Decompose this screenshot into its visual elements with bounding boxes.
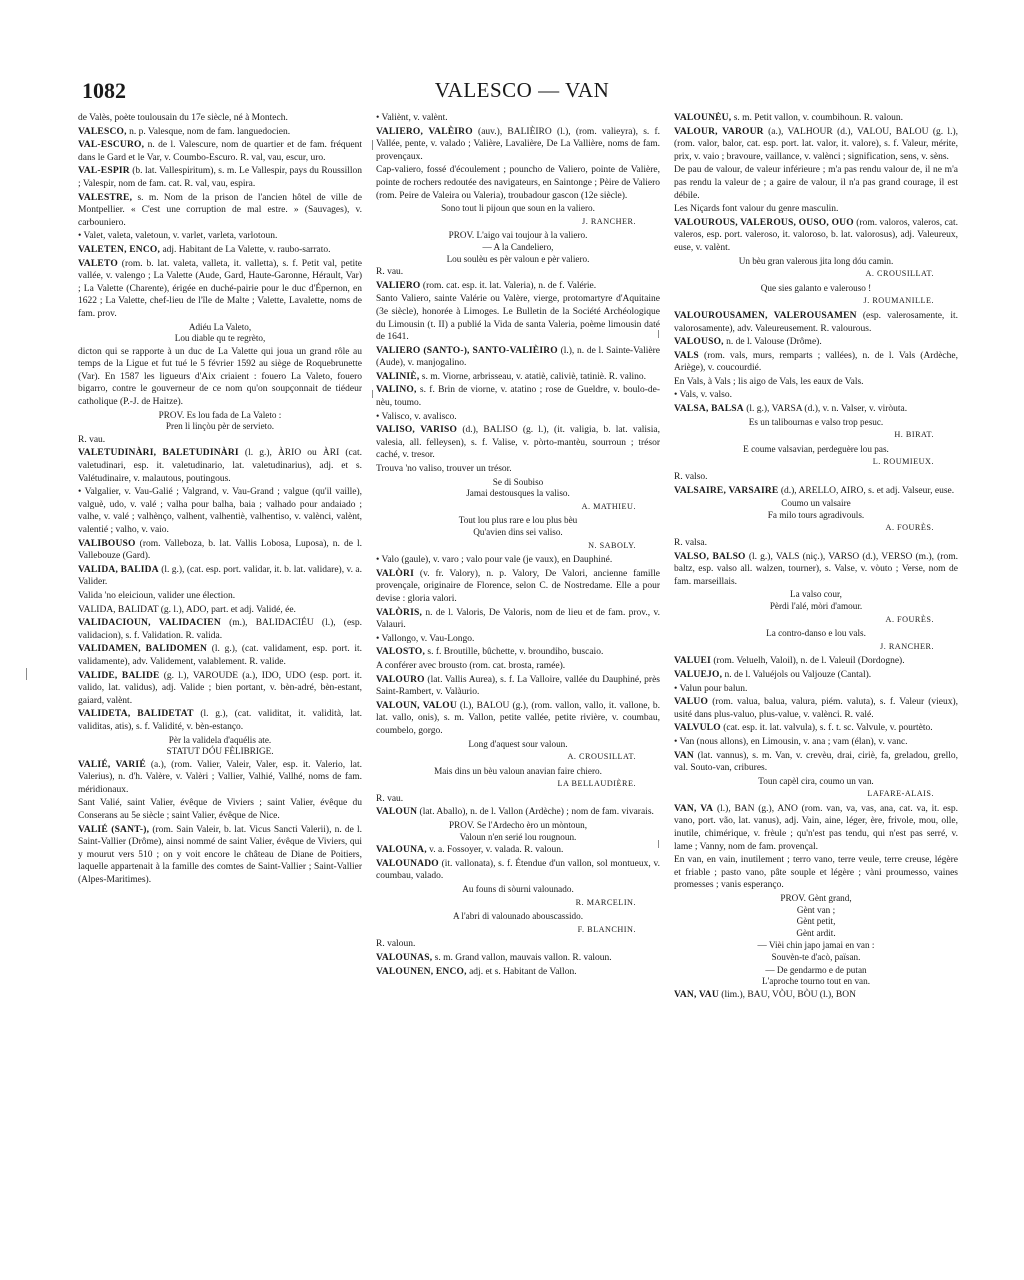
quotation <box>674 256 958 268</box>
entry-definition: R. vau. <box>376 793 404 804</box>
dictionary-entry <box>78 346 362 409</box>
dictionary-entry <box>78 434 362 447</box>
entry-headword: VAN <box>674 750 694 761</box>
quotation <box>674 628 958 640</box>
entry-definition: • Valo (gaule), v. varo ; valo pour vale (je vaux), en Dauphiné. <box>376 555 613 566</box>
entry-headword: VALOUR, VAROUR <box>674 126 764 137</box>
entry-headword: VALÒRI <box>376 568 414 579</box>
dictionary-entry <box>674 350 958 375</box>
quotation-line: PROV. L'aigo vai toujour à la valiero. <box>448 230 588 241</box>
entry-definition: dicton qui se rapporte à un duc de La Valette qui joua un grand rôle au temps de la Ligue et fut tué le 5 février 1592 au siège de Roquebrunette (Var). En 1587 les ligueurs d'Aix criaient : fouero La Valeto, fouero bigarro, contre le gouverneur de ce nom qu'on soupçonnait de tiédeur catholique (P.-J. de Haitze). <box>78 346 362 408</box>
entry-definition: (m.), BALIDACIÉU (l.), (esp. validacion), s. f. Validation. R. valida. <box>78 618 362 641</box>
quotation-line: Gènt ardit. <box>796 927 836 938</box>
entry-definition: R. valsa. <box>674 538 707 548</box>
entry-definition: (l. g.), VALS (niç.), VARSO (d.), VERSO (m.), (rom. baltz, esp. valso all. walzen, tourner), s. Valse, v. vòuto ; Verse, nom de fam. marseillais. <box>674 551 958 587</box>
dictionary-entry <box>78 486 362 536</box>
entry-definition: (b. lat. Vallespiritum), s. m. Le Vallespir, pays du Roussillon ; Valespir, nom de fam. cat. R. val, vau, espira. <box>78 166 362 189</box>
entry-definition: s. m. Petit vallon, v. coumbihoun. R. valoun. <box>733 113 904 123</box>
entry-definition: Sant Valié, saint Valier, évêque de Viviers ; saint Valier, évêque du Conserans au 5e siècle ; saint Valier, évêque de Nice. <box>78 798 362 822</box>
quotation-line: Long d'aquest sour valoun. <box>468 738 568 749</box>
entry-headword: VALUEI <box>674 656 711 667</box>
entry-definition: (rom. Sain Valeir, b. lat. Vicus Sancti Valerii), n. de l. Saint-Vallier (Drôme), ainsi nommé de saint Valier, évêque de Viviers, qui y mourut vers 510 ; on y voit encore le château de Diane de Poitiers, laquelle appartenait à la famille des comtes de Saint-Vallier ; Saint-Vallier (Alpes-Maritimes). <box>78 824 362 886</box>
column-middle <box>376 112 660 1232</box>
entry-headword: VALIBOUSO <box>78 538 136 549</box>
quotation-line: Se di Soubiso <box>492 476 544 487</box>
entry-headword: VALIDAMEN, BALIDOMEN <box>78 644 208 655</box>
dictionary-entry <box>674 551 958 589</box>
entry-definition: s. m. Nom de la prison de l'ancien hôtel de ville de Montpellier. « C'est une corruption de mal estre. » (Sauvages), v. carbouniero. <box>78 192 362 228</box>
quotation-line: Gènt petit, <box>796 916 836 927</box>
entry-headword: VALETEN, ENCO, <box>78 244 161 255</box>
entry-headword: VALOSTO, <box>376 647 426 658</box>
quotation-line: La valso cour, <box>790 589 842 600</box>
entry-definition: n. de l. Valuéjols ou Valjouze (Cantal). <box>724 669 872 680</box>
column-left <box>78 112 362 1232</box>
entry-headword: VALSO, BALSO <box>674 551 746 562</box>
entry-headword: VALETO <box>78 258 118 269</box>
dictionary-entry <box>78 112 362 125</box>
column-right <box>674 112 958 1232</box>
entry-headword: VALOUN, VALOU <box>376 700 457 711</box>
dictionary-entry <box>78 604 362 617</box>
quotation-line: A l'abri di valounado abouscassido. <box>452 911 583 922</box>
dictionary-entry <box>376 164 660 202</box>
quotation <box>376 884 660 896</box>
dictionary-entry <box>674 537 958 550</box>
entry-definition: (rom. Veluelh, Valoil), n. de l. Valeuil (Dordogne). <box>713 656 905 667</box>
entry-definition: (g. l.), VAROUDE (a.), IDO, UDO (esp. port. it. valido, lat. validus), adj. Valide ; bien portant, v. bèn-adré, bèn-estant, gaiard, valènt. <box>78 670 362 706</box>
dictionary-entry <box>78 643 362 668</box>
dictionary-entry <box>376 371 660 384</box>
quotation-line: — A la Candeliero, <box>482 241 554 252</box>
entry-definition: (lat. Vallis Aurea), s. f. La Valloire, vallée du Dauphiné, près Saint-Rambert, v. Valàurio. <box>376 674 660 698</box>
entry-headword: VALIERO (SANTO-), SANTO-VALIÈIRO <box>376 345 558 356</box>
entry-definition: • Vallongo, v. Vau-Longo. <box>376 633 475 644</box>
entry-headword: VALUO <box>674 697 709 708</box>
dictionary-entry <box>376 858 660 883</box>
entry-definition: De pau de valour, de valeur inférieure ; m'a pas rendu valour de, il ne m'a pas rendu la valeur de ; a gaire de valour, il n'a pas grand courage, il est débile. <box>674 165 958 201</box>
entry-definition: adj. et s. Habitant de Vallon. <box>469 966 577 977</box>
entry-definition: (lat. vannus), s. m. Van, v. crevèu, drai, ciriè, fa, greladou, grello, val. Souto-van, cribures. <box>674 750 958 774</box>
entry-definition: (d.), ARELLO, AIRO, s. et adj. Valseur, euse. <box>780 485 955 496</box>
dictionary-entry <box>78 538 362 563</box>
entry-definition: Valida 'no eleicioun, valider une élection. <box>78 590 236 601</box>
quotation-author: J. ROUMANILLE. <box>863 296 934 306</box>
entry-definition: (esp. valerosamente, it. valorosamente), adv. Valeureusement. R. valourous. <box>674 310 958 334</box>
entry-headword: VALOUROUS, VALEROUS, OUSO, OUO <box>674 217 854 228</box>
quotation-line: Pèrdi l'alé, mòri d'amour. <box>769 600 863 611</box>
entry-definition: R. valso. <box>674 472 708 483</box>
quotation-line: Gènt van ; <box>796 904 836 915</box>
quotation-author: A. MATHIEU. <box>581 501 636 511</box>
quotation-author: J. RANCHER. <box>582 216 636 226</box>
entry-definition: (rom. cat. esp. it. lat. Valeria), n. de f. Valérie. <box>422 280 597 291</box>
dictionary-entry <box>674 485 958 498</box>
dictionary-entry <box>376 844 660 857</box>
entry-definition: Cap-valiero, fossé d'écoulement ; pouncho de Valiero, pointe de Valière, pointe de rochers redoutée des navigateurs, en Saintonge ; Pèire de Valiero (rom. Peire de Valeira ou Valeria), troubadour gascon (12e siècle). <box>376 165 660 201</box>
entry-definition: n. de l. Valouse (Drôme). <box>726 337 822 348</box>
dictionary-entry <box>78 165 362 190</box>
entry-definition: (l. g.), (cat. validitat, it. validità, lat. validitas, atis), s. f. Validité, v. bèn-estanço. <box>78 709 362 732</box>
entry-headword: VALOUNADO <box>376 858 439 869</box>
quotation-line: Valoun n'en serié lou rougnoun. <box>459 831 577 842</box>
dictionary-entry <box>78 564 362 589</box>
quotation-line: Adiéu La Valeto, <box>188 321 252 332</box>
entry-definition: (lim.), BAU, VÒU, BÒU (l.), BON <box>721 989 856 1000</box>
entry-headword: VALIDE, BALIDE <box>78 670 160 681</box>
quotation <box>376 203 660 215</box>
entry-definition: En van, en vain, inutilement ; terro vano, terre veule, terre creuse, légère et friable ; pasto vano, pâte souple et légère ; vàni proumesso, vaines promesses ; vanis esperanço. <box>674 855 958 891</box>
entry-headword: VALIERO <box>376 280 421 291</box>
dictionary-entry <box>674 336 958 349</box>
entry-headword: VALÒRIS, <box>376 607 423 618</box>
entry-definition: Trouva 'no valiso, trouver un trésor. <box>376 464 512 475</box>
quotation-line: PROV. Es lou fada de La Valeto : <box>158 409 282 420</box>
quotation-author: R. MARCELIN. <box>575 897 636 907</box>
quotation-author: LA BELLAUDIÈRE. <box>557 779 636 789</box>
entry-headword: VALIÉ, VARIÉ <box>78 759 146 770</box>
quotation-author: L. ROUMIEUX. <box>872 457 934 467</box>
quotation-line: PROV. Gènt grand, <box>780 893 852 904</box>
entry-definition: (auv.), BALIÈIRO (l.), (rom. valieyra), s. f. Vallée, pente, v. valado ; Valière, Lavalière, De La Vallière, noms de fam. provençaux. <box>376 126 660 162</box>
entry-definition: s. f. Broutille, bûchette, v. broundiho, buscaio. <box>427 647 604 658</box>
entry-definition: (cat. esp. it. lat. valvula), s. f. t. sc. Valvule, v. pourtèto. <box>723 723 933 734</box>
entry-definition: (l. g.), ÀRIO ou ÀRI (cat. valetudinari, esp. it. valetudinario, lat. valetudinarius), adj. et s. Valétudinaire, v. malautous, poutingous. <box>78 448 362 484</box>
quotation-line: Sono tout li pijoun que soun en la valiero. <box>441 203 595 214</box>
entry-definition: (lat. Aballo), n. de l. Vallon (Ardèche) ; nom de fam. vivarais. <box>419 807 654 818</box>
entry-definition: R. vau. <box>376 267 404 278</box>
dictionary-entry <box>376 793 660 806</box>
quotation-line: Un bèu gran valerous jita long dóu camin. <box>738 255 894 266</box>
dictionary-entry <box>376 463 660 476</box>
margin-mark <box>372 390 373 398</box>
quotation-author: A. CROUSILLAT. <box>865 269 934 279</box>
entry-headword: VALESTRE, <box>78 192 133 203</box>
dictionary-entry <box>376 966 660 979</box>
dictionary-entry <box>78 447 362 485</box>
dictionary-entry <box>376 280 660 293</box>
entry-definition: (l. g.), (cat. esp. port. validar, it. b. lat. validare), v. a. Valider. <box>78 564 362 588</box>
quotation <box>376 739 660 751</box>
entry-definition: (a.), VALHOUR (d.), VALOU, BALOU (g. l.), (rom. valor, balor, cat. esp. port. lat. valor, it. valore), s. f. Valeur, mérite, prix, v. vaio ; bravoure, vaillance, v. valènci ; signification, sens, v. sèns. <box>674 126 958 162</box>
quotation <box>376 766 660 778</box>
entry-definition: (rom. Valleboza, b. lat. Vallis Lobosa, Luposa), n. de l. Vallebouze (Gard). <box>78 538 362 562</box>
entry-headword: VALOUNAS, <box>376 953 433 963</box>
dictionary-entry <box>674 736 958 749</box>
dictionary-entry <box>78 824 362 887</box>
dictionary-entry <box>376 700 660 738</box>
dictionary-entry <box>674 164 958 202</box>
dictionary-entry <box>376 554 660 567</box>
dictionary-entry <box>674 376 958 389</box>
quotation-line: Jamai destousques la valiso. <box>466 488 570 499</box>
entry-headword: VALOUNÈU, <box>674 113 732 123</box>
entry-headword: VALINO, <box>376 385 417 396</box>
dictionary-entry <box>674 217 958 255</box>
entry-definition: n. de l. Valescure, nom de quartier et de fam. fréquent dans le Gard et le Var, v. Coumbo-Escuro. R. val, vau, escur, uro. <box>78 140 362 163</box>
entry-definition: • Valun pour balun. <box>674 683 748 694</box>
entry-definition: • Valisco, v. avalisco. <box>376 411 457 422</box>
entry-definition: (rom. b. lat. valeta, valleta, it. valletta), s. f. Petit val, petite vallée, v. valengo ; La Valette (Aude, Gard, Haute-Garonne, Hérault, Var) ; La Valette (Charente), érigée en duché-pairie pour le duc d'Épernon, en 1622 ; La Valette, chef-lieu de l'île de Malte ; Valette, Lavalette, noms de fam. prov. <box>78 258 362 319</box>
dictionary-entry <box>674 989 958 1002</box>
dictionary-entry <box>376 938 660 951</box>
quotation-line: Toun capèl cira, coumo un van. <box>758 775 874 786</box>
entry-definition: s. m. Viorne, arbrisseau, v. atatiè, caliviè, tatiniè. R. valino. <box>421 371 646 382</box>
quotation <box>78 410 362 433</box>
entry-definition: (l. g.), (cat. validament, esp. port. it. validamente), adv. Validement, valablement. R. valide. <box>78 644 362 667</box>
entry-definition: s. m. Grand vallon, mauvais vallon. R. valoun. <box>434 953 612 963</box>
entry-headword: VALIDACIOUN, VALIDACIEN <box>78 618 221 629</box>
quotation-line: Au founs di sòurni valounado. <box>462 884 574 895</box>
running-head: VALESCO — VAN <box>434 78 610 102</box>
entry-headword: VALISO, VARISO <box>376 425 458 436</box>
entry-definition: VALIDA, BALIDAT (g. l.), ADO, part. et adj. Validé, ée. <box>78 604 296 615</box>
dictionary-entry <box>376 806 660 819</box>
quotation-line: — De gendarmo e de putan <box>765 964 867 975</box>
dictionary-entry <box>376 646 660 659</box>
entry-definition: Les Niçards font valour du genre masculin. <box>674 204 839 215</box>
dictionary-entry <box>376 411 660 424</box>
dictionary-entry <box>674 203 958 216</box>
entry-definition: n. de l. Valoris, De Valoris, nom de lieu et de fam. prov., v. Valauri. <box>376 607 660 631</box>
quotation <box>674 498 958 521</box>
dictionary-entry <box>376 607 660 632</box>
quotation <box>674 965 958 988</box>
quotation <box>674 940 958 963</box>
dictionary-entry <box>674 803 958 853</box>
quotation <box>376 820 660 843</box>
dictionary-entry <box>674 126 958 164</box>
quotation-author: F. BLANCHIN. <box>577 924 636 934</box>
quotation-line: Mais dins un bèu valoun anavian faire chiero. <box>434 765 602 776</box>
margin-mark <box>26 668 27 680</box>
entry-definition: (l.), BALOU (g.), (rom. vallon, vallo, it. vallone, b. lat. vallo, onis), s. m. Vallon, petite vallée, petite rivière, v. coumbau, coumbelo, gorgo. <box>376 700 660 736</box>
quotation-line: Souvèn-te d'acò, païsan. <box>771 952 861 962</box>
quotation-line: PROV. Se l'Ardecho èro un mòntoun, <box>448 820 587 831</box>
quotation <box>376 911 660 923</box>
dictionary-entry <box>376 952 660 965</box>
entry-definition: (it. vallonata), s. f. Étendue d'un vallon, sol montueux, v. coumbau, valado. <box>376 858 660 882</box>
entry-headword: VAN, VAU <box>674 989 719 1000</box>
entry-headword: VALOUNA, <box>376 845 427 856</box>
entry-headword: VALIDETA, BALIDETAT <box>78 709 194 720</box>
dictionary-entry <box>78 258 362 321</box>
entry-headword: VALIERO, VALÈIRO <box>376 126 473 137</box>
quotation <box>674 589 958 612</box>
dictionary-entry <box>376 126 660 164</box>
entry-headword: VAL-ESPIR <box>78 166 130 177</box>
margin-mark <box>658 330 659 338</box>
entry-definition: de Valès, poète toulousain du 17e siècle, né à Montech. <box>78 113 288 123</box>
margin-mark <box>658 840 659 848</box>
quotation-line: STATUT DÓU FÈLIBRIGE. <box>166 746 274 757</box>
quotation-line: Coumo un valsaire <box>781 498 851 509</box>
dictionary-entry <box>78 244 362 257</box>
quotation-line: Tout lou plus rare e lou plus bèu <box>458 515 578 526</box>
quotation-author: A. FOURÈS. <box>885 523 934 533</box>
quotation-author: LAFARE-ALAIS. <box>867 789 934 799</box>
page-number: 1082 <box>82 78 126 103</box>
dictionary-entry <box>78 797 362 822</box>
quotation-line: Lou diable qu te regrèto, <box>174 333 266 344</box>
text-columns <box>78 112 958 1232</box>
quotation-line: Que sies galanto e valerouso ! <box>760 282 872 293</box>
dictionary-entry <box>78 590 362 603</box>
dictionary-entry <box>674 112 958 125</box>
dictionary-entry <box>376 345 660 370</box>
dictionary-entry <box>78 708 362 733</box>
entry-headword: VALINIÈ, <box>376 371 420 382</box>
quotation <box>78 735 362 758</box>
dictionary-entry <box>376 384 660 409</box>
entry-definition: En Vals, à Vals ; lis aigo de Vals, les eaux de Vals. <box>674 376 864 387</box>
dictionary-entry <box>674 854 958 892</box>
dictionary-entry <box>376 568 660 606</box>
dictionary-entry <box>674 389 958 402</box>
quotation-author: A. CROUSILLAT. <box>567 752 636 762</box>
dictionary-entry <box>674 655 958 668</box>
dictionary-entry <box>674 683 958 696</box>
dictionary-entry <box>376 112 660 125</box>
dictionary-entry <box>78 230 362 243</box>
dictionary-entry <box>78 192 362 230</box>
entry-definition: (d.), BALISO (g. l.), (it. valigia, b. lat. valisia, valesia, all. felleysen), s. f. Valise, v. pòrto-mantèu, sourroun ; trésor caché, v. tresor. <box>376 425 660 461</box>
quotation-line: Lou soulèu es pèr valoun e pèr valiero. <box>446 253 590 264</box>
quotation-line: Pèr la validela d'aquélis ate. <box>168 734 272 745</box>
entry-headword: VALOURO <box>376 674 425 685</box>
entry-headword: VALSAIRE, VARSAIRE <box>674 485 779 496</box>
quotation-line: Fa milo tours agradivouls. <box>767 509 865 520</box>
dictionary-entry <box>376 424 660 462</box>
dictionary-entry <box>78 126 362 139</box>
quotation <box>674 776 958 788</box>
quotation-author: N. SABOLY. <box>588 540 636 550</box>
quotation-line: Pren li linçòu pèr de servieto. <box>165 421 275 432</box>
dictionary-entry <box>674 722 958 735</box>
dictionary-entry <box>376 266 660 279</box>
entry-definition: R. vau. <box>78 434 106 445</box>
quotation-line: Es un talibournas e valso trop pesuc. <box>748 416 884 427</box>
dictionary-entry <box>78 617 362 642</box>
dictionary-entry <box>674 403 958 416</box>
quotation-author: H. BIRAT. <box>894 430 934 440</box>
dictionary-entry <box>674 310 958 335</box>
margin-mark <box>372 140 373 150</box>
entry-definition: v. a. Fossoyer, v. valada. R. valoun. <box>429 845 564 856</box>
quotation-author: A. FOURÈS. <box>885 614 934 624</box>
quotation <box>674 444 958 456</box>
dictionary-entry <box>376 633 660 646</box>
quotation-author: J. RANCHER. <box>880 641 934 651</box>
entry-definition: (rom. valua, balua, valura, piém. valuta), s. f. Valeur (vieux), usité dans plus-valuo, plus-value, v. valènci. R. valé. <box>674 697 958 720</box>
entry-definition: • Vals, v. valso. <box>674 390 732 401</box>
quotation <box>674 417 958 429</box>
quotation <box>376 477 660 500</box>
quotation-line: E coume valsavian, perdeguère lou pas. <box>743 443 889 454</box>
entry-headword: VAL-ESCURO, <box>78 140 145 151</box>
quotation-line: Qu'avien dins sei valiso. <box>473 527 563 537</box>
entry-headword: VALIÉ (SANT-), <box>78 824 150 835</box>
page-header <box>82 78 962 108</box>
quotation-line: — Vièi chin japo jamai en van : <box>757 940 875 951</box>
entry-definition: • Valiènt, v. valènt. <box>376 113 448 123</box>
dictionary-entry <box>674 669 958 682</box>
entry-headword: VALOUN <box>376 807 418 818</box>
entry-definition: (rom. vals, murs, remparts ; vallées), n. de l. Vals (Ardèche, Ariège), v. coucourdié. <box>674 350 958 374</box>
entry-definition: (l.), n. de l. Sainte-Valière (Aude), v. manjogalino. <box>376 345 660 369</box>
entry-definition: s. f. Brin de viorne, v. atatino ; rose de Gueldre, v. boulo-de-nèu, toumo. <box>376 385 660 409</box>
dictionary-entry <box>78 670 362 708</box>
entry-definition: • Valgalier, v. Vau-Galié ; Valgrand, v. Vau-Grand ; valgue (qu'il vaille), valguè, udo, v. valé ; valha pour balha, baia ; valhado pour andaiado ; valhe, v. valé ; valhènço, valhent, valhentiè, valhentiso, v. valènci, valènt, valentié ; valho, v. vaio. <box>78 487 362 535</box>
entry-definition: (l. g.), VARSA (d.), v. n. Valser, v. viròuta. <box>746 404 908 415</box>
entry-definition: (a.), (rom. Valier, Valeir, Valer, esp. it. Valerio, lat. Valerius), n. d'h. Valère, v. Valèri ; Vallier, Valhié, Vallhé, noms de fam. méridionaux. <box>78 759 362 795</box>
entry-headword: VALOUROUSAMEN, VALEROUSAMEN <box>674 310 857 321</box>
quotation <box>78 322 362 345</box>
quotation-line: L'aproche tourno tout en van. <box>761 976 871 987</box>
entry-definition: Santo Valiero, sainte Valérie ou Valère, vierge, protomartyre d'Aquitaine (3e siècle), honorée à Limoges. Le Bulletin de la Société Archéologique du Limousin (t. II) a publié la Vida de santa Valeria, poème limousin daté de 1641. <box>376 294 660 343</box>
dictionary-entry <box>78 139 362 164</box>
entry-definition: n. p. Valesque, nom de fam. languedocien. <box>129 126 291 137</box>
dictionary-entry <box>78 759 362 797</box>
entry-headword: VALUEJO, <box>674 669 723 680</box>
entry-definition: adj. Habitant de La Valette, v. raubo-sarrato. <box>162 244 331 255</box>
quotation <box>674 893 958 939</box>
entry-headword: VAN, VA <box>674 803 714 814</box>
quotation <box>376 515 660 538</box>
entry-definition: • Valet, valeta, valetoun, v. varlet, varleta, varlotoun. <box>78 231 278 242</box>
entry-definition: • Van (nous allons), en Limousin, v. ana ; vam (élan), v. vanc. <box>674 736 908 747</box>
entry-headword: VALS <box>674 350 699 361</box>
dictionary-entry <box>674 696 958 721</box>
entry-headword: VALOUNEN, ENCO, <box>376 966 467 977</box>
dictionary-entry <box>376 674 660 699</box>
entry-definition: (l.), BAN (g.), ANO (rom. van, va, vas, ana, cat. va, it. esp. vano, port. vão, lat. vanus), adj. Vain, aine, léger, ère, frivole, mou, olle, inutile, chimérique, v. frèule ; qu'n'est pas tendu, qui n'est pas serré, v. lame ; Vanny, nom de fam. provençal. <box>674 803 958 852</box>
quotation-line: La contro-danso e lou vals. <box>766 628 866 639</box>
entry-headword: VALIDA, BALIDA <box>78 564 159 575</box>
entry-headword: VALETUDINÀRI, BALETUDINÀRI <box>78 448 239 459</box>
entry-headword: VALVULO <box>674 723 721 734</box>
dictionary-entry <box>376 660 660 673</box>
quotation <box>674 283 958 295</box>
quotation <box>376 230 660 265</box>
entry-headword: VALSA, BALSA <box>674 404 744 415</box>
entry-definition: (v. fr. Valory), n. p. Valory, De Valori, ancienne famille provençale, originaire de Florence, selon C. de Nostredame. Elle a pour devise : gloria valori. <box>376 568 660 604</box>
entry-headword: VALOUSO, <box>674 337 724 348</box>
entry-definition: A conférer avec brousto (rom. cat. brosta, ramée). <box>376 660 566 671</box>
dictionary-entry <box>376 293 660 343</box>
dictionary-entry <box>674 750 958 775</box>
dictionary-entry <box>674 471 958 484</box>
entry-definition: R. valoun. <box>376 939 416 950</box>
entry-definition: (rom. valoros, valeros, cat. valeros, esp. port. valeroso, it. valoroso, b. lat. valorosus), adj. Valeureux, euse, v. valènt. <box>674 217 958 253</box>
entry-headword: VALESCO, <box>78 126 127 137</box>
